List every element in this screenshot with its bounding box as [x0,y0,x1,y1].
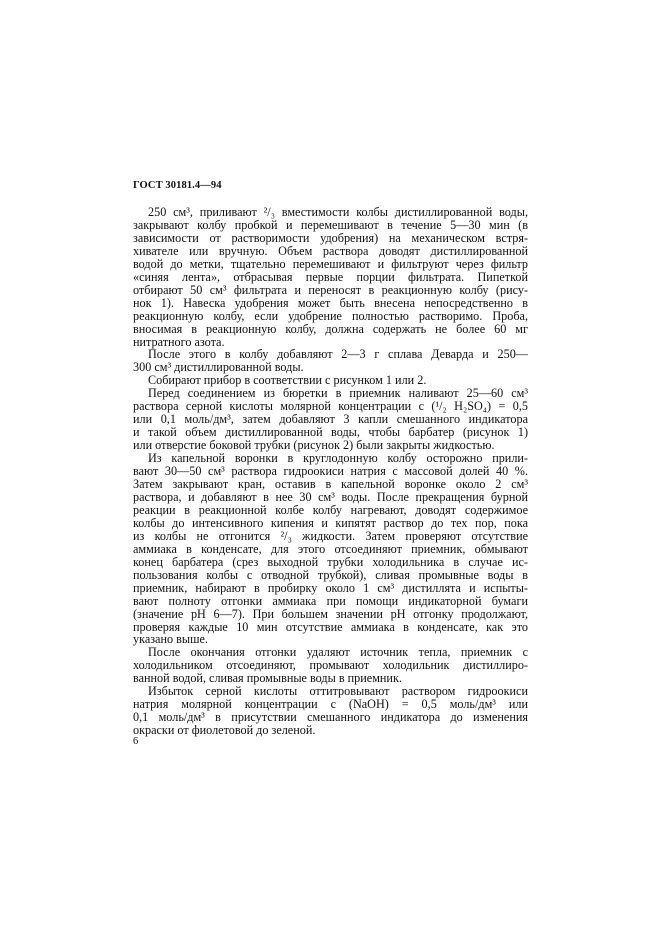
text-line: натрия молярной концентрации c (NaOH) = 0,5 моль/дм³ или [133,697,528,712]
text-line: пользования колбы с отводной трубкой), сливая промывные воды в [133,567,528,582]
text-line: (значение pH 6—7). При большем значении pH отгонку продолжают, [133,606,528,621]
text-line: реакции в реакционной колбе колбу нагревают, доводят содержимое [133,502,528,517]
document-header: ГОСТ 30181.4—94 [133,180,222,191]
paragraph [133,206,528,348]
text-line: После этого в колбу добавляют 2—3 г сплава Деварда и 250— [148,347,528,362]
text-line: Избыток серной кислоты оттитровывают раствором гидроокиси [148,684,528,699]
text-line: «синяя лента», отбрасывая первые порции фильтрата. Пипеткой [133,269,528,284]
text-line: раствора серной кислоты молярной концентрации c (¹/₂ H₂SO₄) = 0,5 [133,399,528,414]
page-number: 6 [133,736,139,747]
text-line: или 0,1 моль/дм³, затем добавляют 3 капли смешанного индикатора [133,412,528,427]
text-line: нок 1). Навеска удобрения может быть внесена непосредственно в [133,295,528,310]
paragraph [133,646,528,685]
text-line: раствора, и добавляют в нее 30 см³ воды. После прекращения бурной [133,489,528,504]
text-line: 250 см³, приливают ²/₃ вместимости колбы дистиллированной воды, [148,205,528,219]
paragraph [133,685,528,737]
text-line: окраски от фиолетовой до зеленой. [133,723,316,738]
text-line: реакционную колбу, если удобрение полностью растворимо. Проба, [133,308,528,323]
paragraph [133,452,528,646]
text-line: хивателе или вручную. Объем раствора доводят дистиллированной [133,243,528,258]
text-line: указано выше. [133,632,208,647]
text-line: холодильником отсоединяют, промывают холодильник дистиллиро- [133,658,528,673]
paragraph [133,348,528,374]
text-line: отбирают 50 см³ фильтрата и переносят в реакционную колбу (рису- [133,282,528,297]
text-line: и такой объем дистиллированной воды, чтобы барбатер (рисунок 1) [133,425,528,440]
text-line: зависимости от растворимости удобрения) на механическом встря- [133,230,528,245]
paragraph [133,387,528,452]
text-line: вают 30—50 см³ раствора гидроокиси натрия с массовой долей 40 %. [133,464,528,479]
text-line: 300 см³ дистиллированной воды. [133,360,304,375]
text-line: колбы до интенсивного кипения и кипятят раствор до тех пор, пока [133,515,528,530]
text-line: нитратного азота. [133,334,225,349]
text-line: вносимая в реакционную колбу, должна содержать не более 60 мг [133,321,528,336]
text-line: вают полноту отгонки аммиака при помощи индикаторной бумаги [133,593,528,608]
text-line: аммиака в конденсате, для этого отсоединяют приемник, обмывают [133,541,528,556]
text-line: или отверстие боковой трубки (рисунок 2) были закрыты жидкостью. [133,438,495,453]
text-line: Из капельной воронки в круглодонную колбу осторожно прили- [148,451,528,466]
text-line: конец барбатера (срез выходной трубки холодильника в случае ис- [133,554,528,569]
text-line: из колбы не отгонится ²/₃ жидкости. Затем проверяют отсутствие [133,528,528,543]
text-line: приемник, набирают в пробирку около 1 см³ дистиллята и испыты- [133,580,528,595]
text-line: 0,1 моль/дм³ в присутствии смешанного индикатора до изменения [133,710,528,725]
text-line: проверяя каждые 10 мин отсутствие аммиака в конденсате, как это [133,619,528,634]
text-line: ванной водой, сливая промывные воды в приемник. [133,671,402,686]
text-line: Затем закрывают кран, оставив в капельной воронке около 2 см³ [133,477,528,492]
text-line: водой до метки, тщательно перемешивают и фильтруют через фильтр [133,256,528,271]
text-line: После окончания отгонки удаляют источник тепла, приемник с [148,645,528,660]
document-body [133,206,528,737]
text-line: Собирают прибор в соответствии с рисунком 1 или 2. [148,373,427,388]
text-line: Перед соединением из бюретки в приемник наливают 25—60 см³ [148,386,528,401]
text-line: закрывают колбу пробкой и перемешивают в течение 5—30 мин (в [133,217,528,232]
